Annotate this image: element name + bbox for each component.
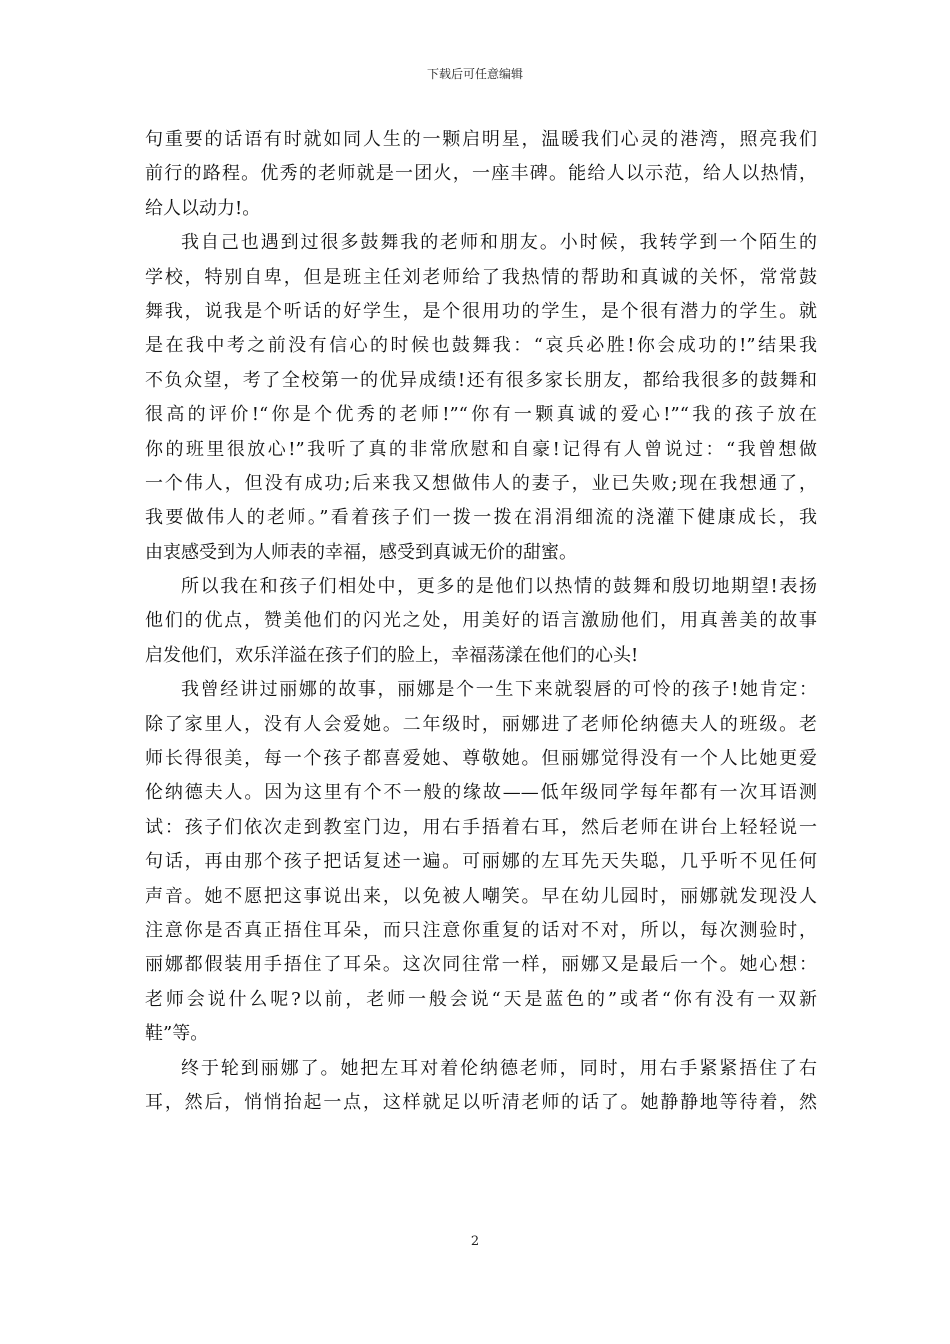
text-line: 前行的路程。优秀的老师就是一团火，一座丰碑。能给人以示范，给人以热情， <box>145 163 817 185</box>
page-header: 下载后可任意编辑 <box>426 67 523 81</box>
text-line: 除了家里人，没有人会爱她。二年级时，丽娜进了老师伦纳德夫人的班级。老 <box>145 713 817 735</box>
text-line: 声音。她不愿把这事说出来，以免被人嘲笑。早在幼儿园时，丽娜就发现没人 <box>145 885 817 907</box>
text-line: 句话，再由那个孩子把话复述一遍。可丽娜的左耳先天失聪，几乎听不见任何 <box>145 851 817 873</box>
text-line: 启发他们，欢乐洋溢在孩子们的脸上，幸福荡漾在他们的心头! <box>145 644 639 666</box>
text-line: 我曾经讲过丽娜的故事，丽娜是个一生下来就裂唇的可怜的孩子!她肯定： <box>181 679 817 701</box>
text-line: 耳，然后，悄悄抬起一点，这样就足以听清老师的话了。她静静地等待着，然 <box>145 1091 817 1113</box>
text-line: 他们的优点，赞美他们的闪光之处，用美好的语言激励他们，用真善美的故事 <box>145 610 817 632</box>
text-line: 舞我，说我是个听话的好学生，是个很用功的学生，是个很有潜力的学生。就 <box>145 300 817 322</box>
text-line: 我自己也遇到过很多鼓舞我的老师和朋友。小时候，我转学到一个陌生的 <box>181 232 817 254</box>
text-line: 所以我在和孩子们相处中，更多的是他们以热情的鼓舞和殷切地期望!表扬 <box>181 576 817 598</box>
page-number: 2 <box>470 1234 480 1249</box>
text-line: 丽娜都假装用手捂住了耳朵。这次同往常一样，丽娜又是最后一个。她心想： <box>145 954 817 976</box>
document-body <box>145 123 817 1120</box>
text-line: 终于轮到丽娜了。她把左耳对着伦纳德老师，同时，用右手紧紧捂住了右 <box>181 1057 817 1079</box>
text-line: 由衷感受到为人师表的幸福，感受到真诚无价的甜蜜。 <box>145 541 577 563</box>
text-line: 句重要的话语有时就如同人生的一颗启明星，温暖我们心灵的港湾，照亮我们 <box>145 129 817 150</box>
text-line: 注意你是否真正捂住耳朵，而只注意你重复的话对不对，所以，每次测验时， <box>145 919 817 941</box>
text-line: 一个伟人，但没有成功;后来我又想做伟人的妻子，业已失败;现在我想通了， <box>145 472 817 494</box>
text-line: 很高的评价!“你是个优秀的老师!”“你有一颗真诚的爱心!”“我的孩子放在 <box>145 404 817 426</box>
text-line: 给人以动力!。 <box>145 197 261 219</box>
text-line: 老师会说什么呢?以前，老师一般会说“天是蓝色的”或者“你有没有一双新 <box>145 988 817 1010</box>
text-line: 师长得很美，每一个孩子都喜爱她、尊敬她。但丽娜觉得没有一个人比她更爱 <box>145 748 817 770</box>
text-line: 你的班里很放心!”我听了真的非常欣慰和自豪!记得有人曾说过：“我曾想做 <box>145 438 817 460</box>
text-line: 我要做伟人的老师。”看着孩子们一拨一拨在涓涓细流的浇灌下健康成长，我 <box>145 507 817 529</box>
text-line: 学校，特别自卑，但是班主任刘老师给了我热情的帮助和真诚的关怀，常常鼓 <box>145 266 817 288</box>
text-line: 鞋”等。 <box>145 1023 209 1045</box>
text-line: 试：孩子们依次走到教室门边，用右手捂着右耳，然后老师在讲台上轻轻说一 <box>145 816 817 838</box>
text-line: 不负众望，考了全校第一的优异成绩!还有很多家长朋友，都给我很多的鼓舞和 <box>145 369 817 391</box>
text-line: 伦纳德夫人。因为这里有个不一般的缘故——低年级同学每年都有一次耳语测 <box>145 782 817 804</box>
text-line: 是在我中考之前没有信心的时候也鼓舞我：“哀兵必胜!你会成功的!”结果我 <box>145 335 817 357</box>
